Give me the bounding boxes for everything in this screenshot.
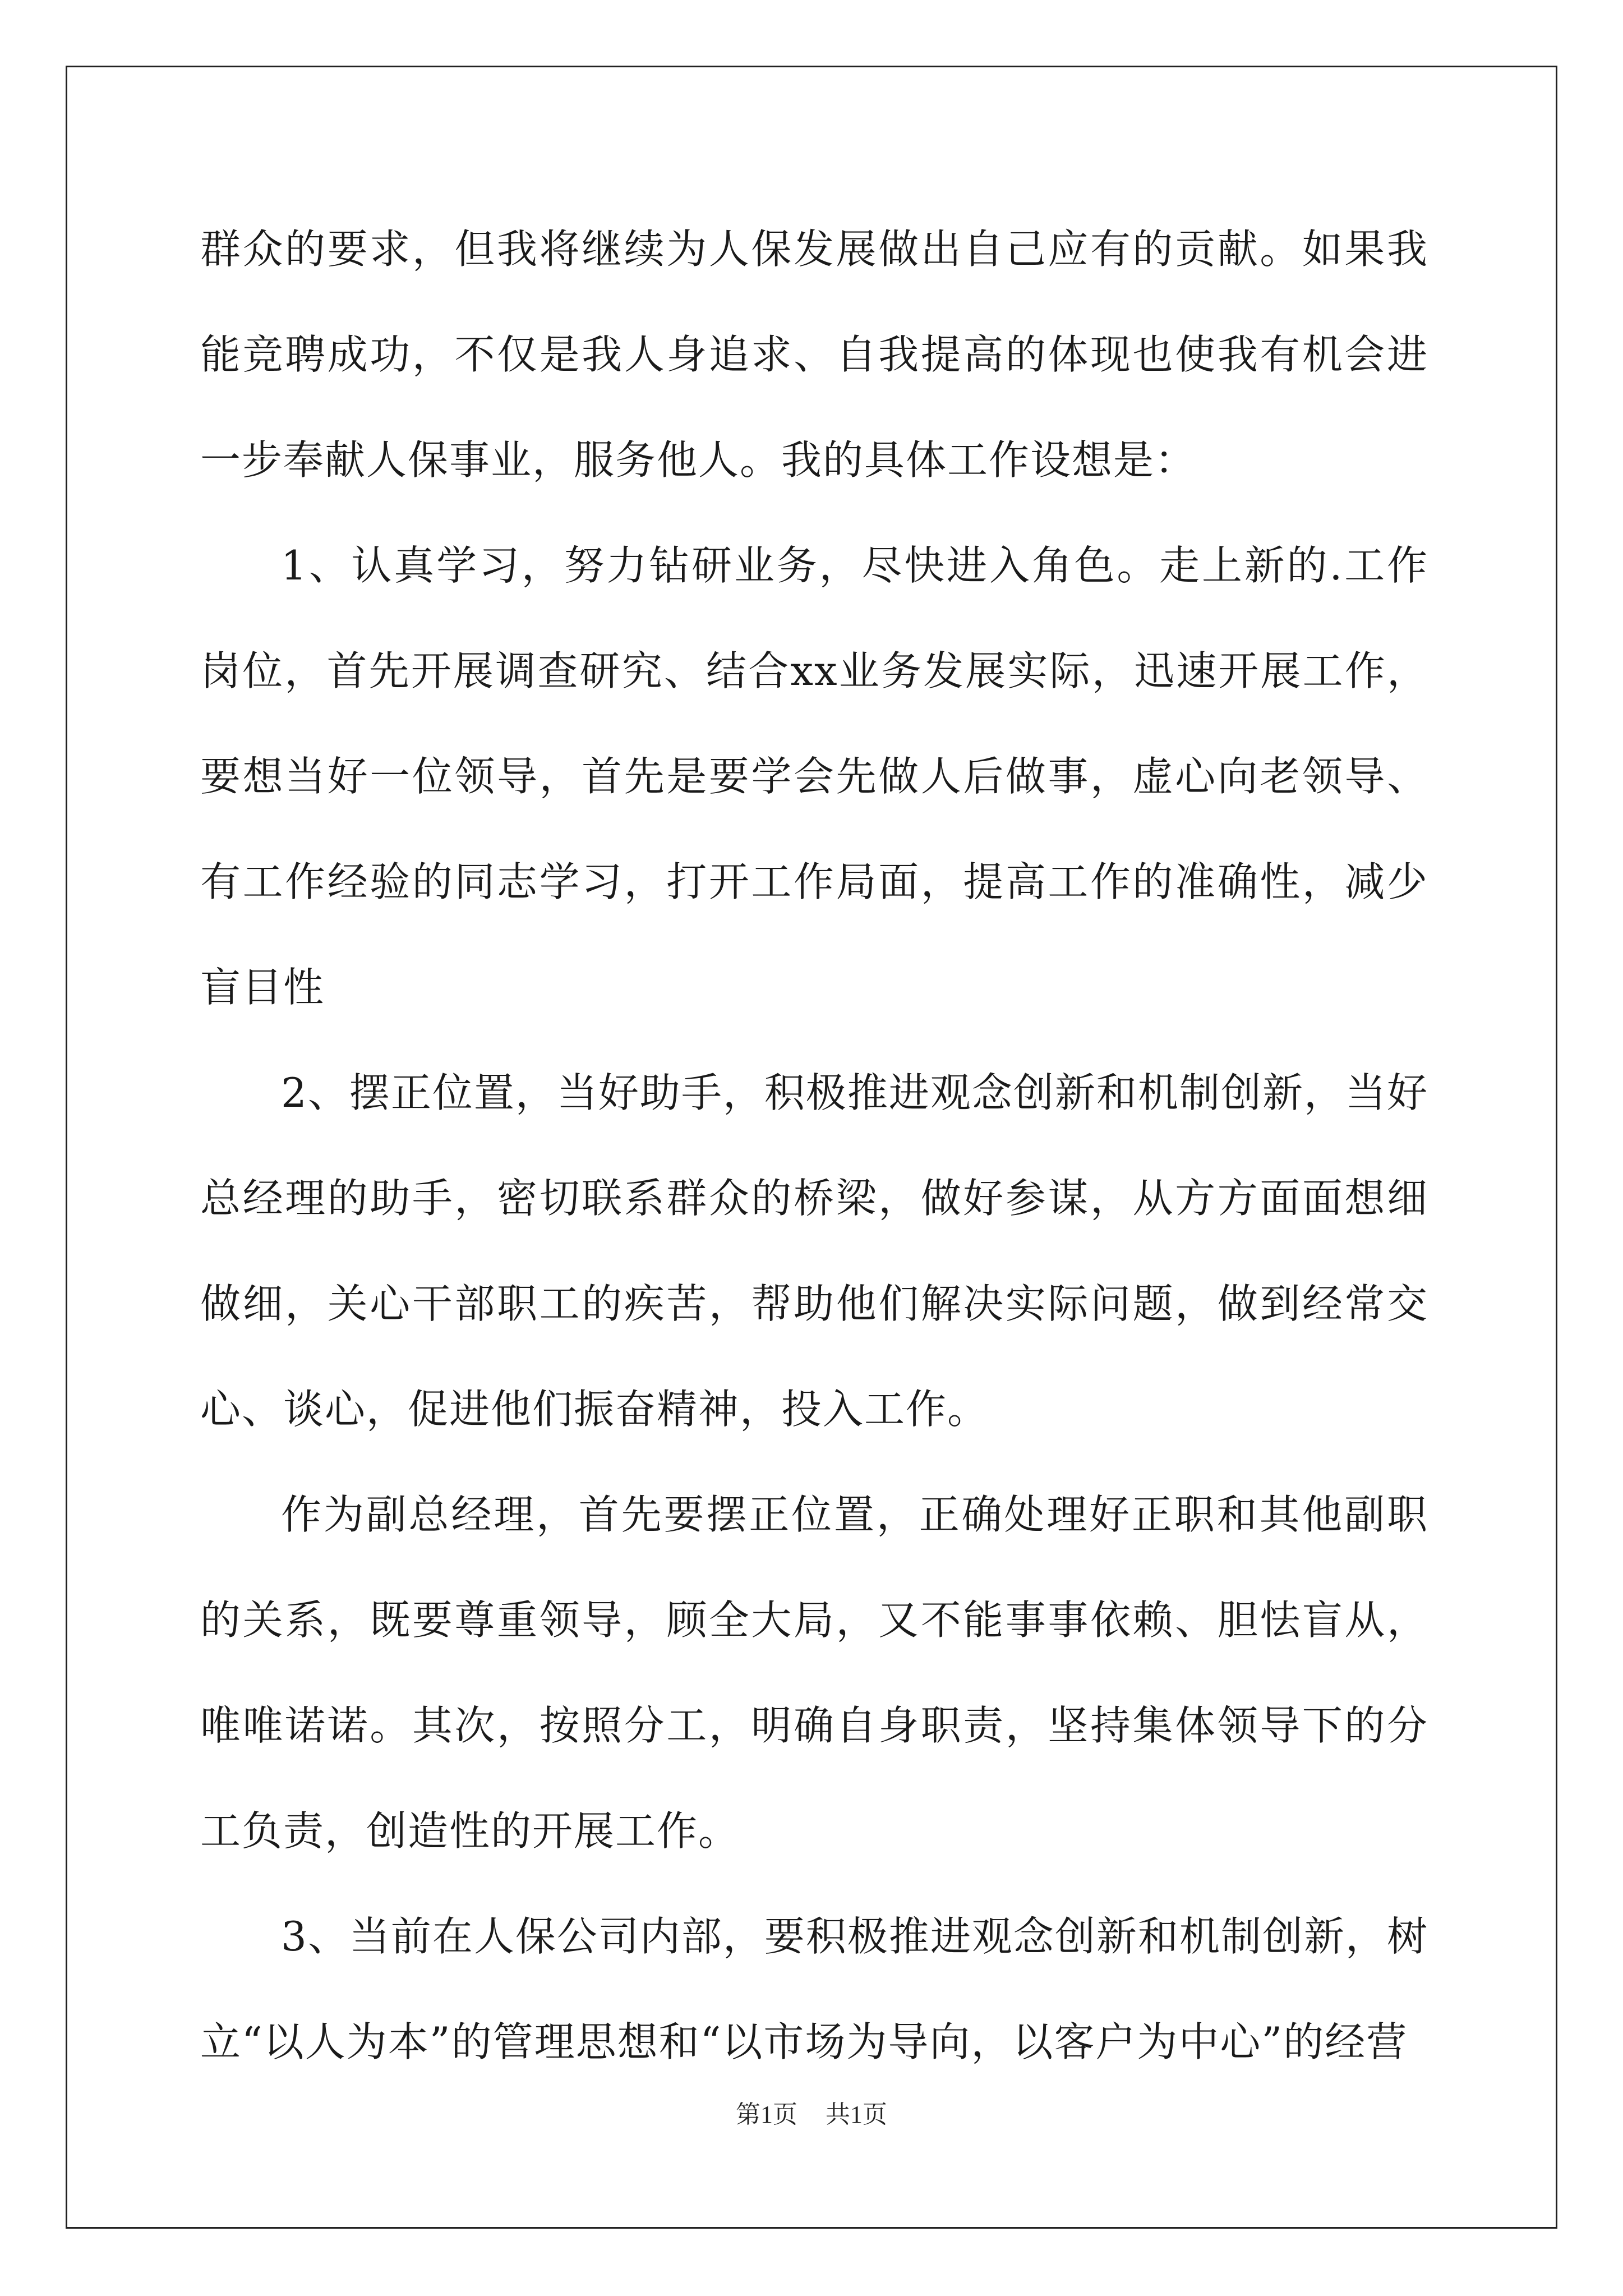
paragraph-item-2: 2、摆正位置，当好助手，积极推进观念创新和机制创新，当好总经理的助手，密切联系群众的桥梁，做好参谋，从方方面面想细做细，关心干部职工的疾苦，帮助他们解决实际问题，做到经常交心、谈心，促进他们振奋精神，投入工作。 — [200, 1069, 1428, 1433]
page-number-total: 共1页 — [826, 2101, 887, 2128]
paragraph-item-3: 3、当前在人保公司内部，要积极推进观念创新和机制创新，树立“以人为本”的管理思想和“以市场为导向，以客户为中心”的经营 — [200, 1913, 1428, 2065]
paragraph-deputy-manager: 作为副总经理，首先要摆正位置，正确处理好正职和其他副职的关系，既要尊重领导，顾全大局，又不能事事依赖、胆怯盲从，唯唯诺诺。其次，按照分工，明确自身职责，坚持集体领导下的分工负责，创造性的开展工作。 — [200, 1491, 1428, 1855]
page-number-current: 第1页 — [736, 2101, 797, 2128]
page-footer — [0, 2094, 1623, 2130]
paragraph-intro: 群众的要求，但我将继续为人保发展做出自己应有的贡献。如果我能竞聘成功，不仅是我人身追求、自我提高的体现也使我有机会进一步奉献人保事业，服务他人。我的具体工作设想是： — [200, 226, 1428, 484]
document-body — [200, 196, 1428, 2095]
paragraph-item-1: 1、认真学习，努力钻研业务，尽快进入角色。走上新的.工作岗位，首先开展调查研究、结合xx业务发展实际，迅速开展工作，要想当好一位领导，首先是要学会先做人后做事，虚心向老领导、有工作经验的同志学习，打开工作局面，提高工作的准确性，减少盲目性 — [200, 542, 1428, 1011]
